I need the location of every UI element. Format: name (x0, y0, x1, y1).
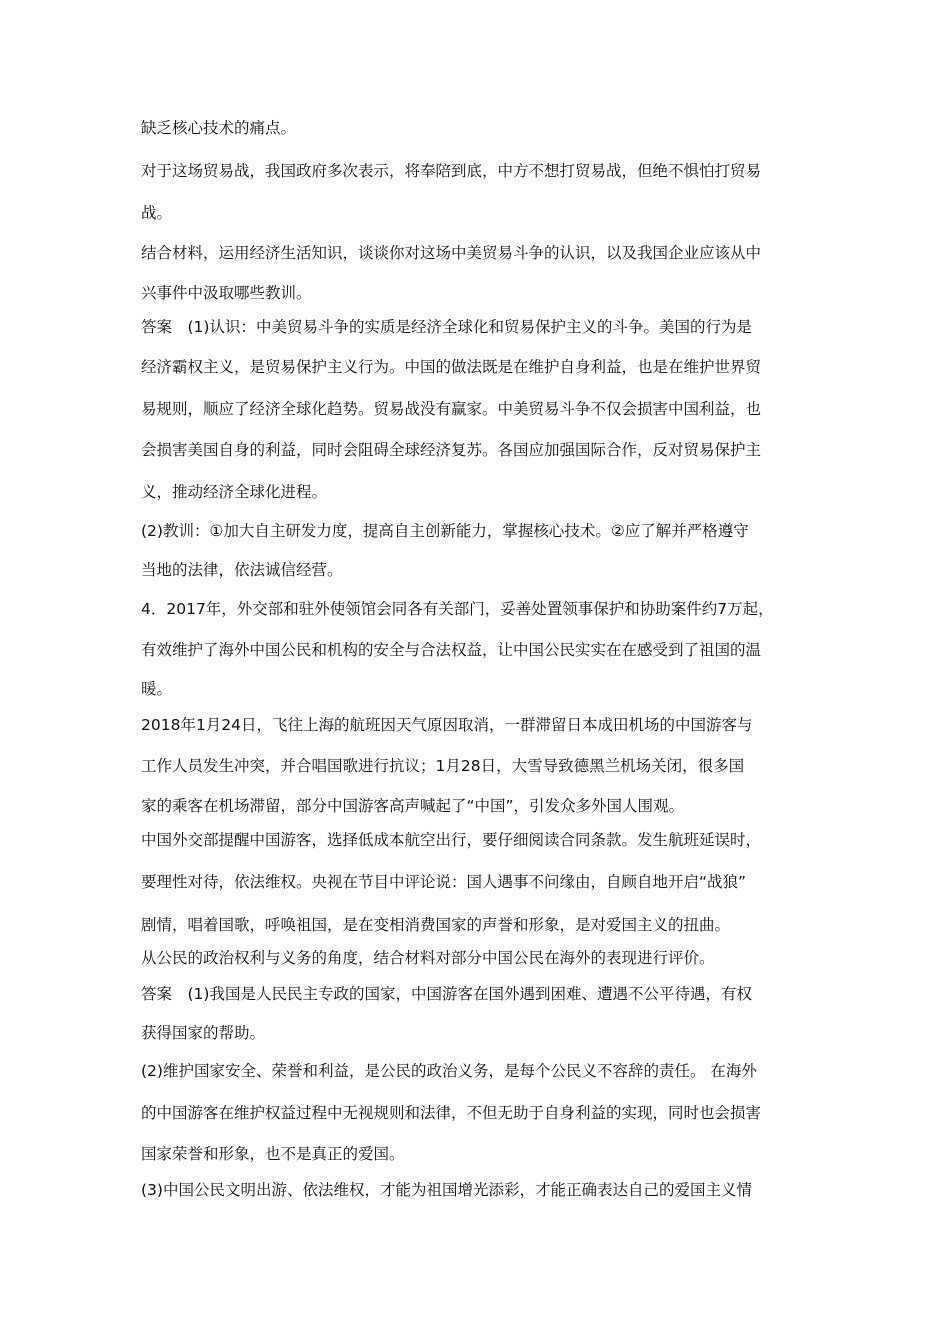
text-line: 4．2017年，外交部和驻外使领馆会同各有关部门，妥善处置领事保护和协助案件约7万起， (141, 600, 774, 618)
text-line: 当地的法律，依法诚信经营。 (141, 561, 343, 579)
text-line: 中国外交部提醒中国游客，选择低成本航空出行，要仔细阅读合同条款。发生航班延误时， (141, 831, 762, 849)
text-line: 答案 (1)认识：中美贸易斗争的实质是经济全球化和贸易保护主义的斗争。美国的行为是 (141, 318, 752, 336)
text-line: 暖。 (141, 680, 173, 698)
text-line: 国家荣誉和形象，也不是真正的爱国。 (141, 1145, 405, 1163)
text-line: 经济霸权主义，是贸易保护主义行为。中国的做法既是在维护自身利益，也是在维护世界贸 (141, 358, 762, 376)
text-line: 家的乘客在机场滞留，部分中国游客高声喊起了“中国”，引发众多外国人围观。 (141, 797, 685, 815)
text-line: 工作人员发生冲突，并合唱国歌进行抗议；1月28日，大雪导致德黑兰机场关闭，很多国 (141, 757, 745, 775)
text-line: 剧情，唱着国歌，呼唤祖国，是在变相消费国家的声誉和形象，是对爱国主义的扭曲。 (141, 916, 731, 934)
text-line: 对于这场贸易战，我国政府多次表示，将奉陪到底，中方不想打贸易战，但绝不惧怕打贸易 (141, 162, 762, 180)
text-line: (2)教训：①加大自主研发力度，提高自主创新能力，掌握核心技术。②应了解并严格遵守 (141, 522, 749, 540)
text-line: 战。 (141, 204, 173, 222)
text-line: 结合材料，运用经济生活知识，谈谈你对这场中美贸易斗争的认识，以及我国企业应该从中 (141, 244, 762, 262)
text-line: 会损害美国自身的利益，同时会阻碍全球经济复苏。各国应加强国际合作，反对贸易保护主 (141, 441, 762, 459)
text-line: 兴事件中汲取哪些教训。 (141, 284, 312, 302)
text-line: 2018年1月24日，飞往上海的航班因天气原因取消，一群滞留日本成田机场的中国游客与 (141, 716, 753, 734)
text-line: 的中国游客在维护权益过程中无视规则和法律，不但无助于自身利益的实现，同时也会损害 (141, 1104, 762, 1122)
text-line: 要理性对待，依法维权。央视在节目中评论说：国人遇事不问缘由，自顾自地开启“战狼” (141, 873, 747, 891)
text-line: 从公民的政治权利与义务的角度，结合材料对部分中国公民在海外的表现进行评价。 (141, 949, 715, 967)
text-line: 有效维护了海外中国公民和机构的安全与合法权益，让中国公民实实在在感受到了祖国的温 (141, 641, 762, 659)
text-line: (2)维护国家安全、荣誉和利益，是公民的政治义务，是每个公民义不容辞的责任。 在海外 (141, 1062, 757, 1080)
text-line: (3)中国公民文明出游、依法维权，才能为祖国增光添彩，才能正确表达自己的爱国主义情 (141, 1181, 752, 1199)
text-line: 获得国家的帮助。 (141, 1024, 266, 1042)
text-line: 义，推动经济全球化进程。 (141, 483, 328, 501)
text-line: 答案 (1)我国是人民民主专政的国家，中国游客在国外遇到困难、遭遇不公平待遇，有权 (141, 985, 752, 1003)
text-line: 缺乏核心技术的痛点。 (141, 119, 297, 137)
text-line: 易规则，顺应了经济全球化趋势。贸易战没有赢家。中美贸易斗争不仅会损害中国利益，也 (141, 400, 762, 418)
